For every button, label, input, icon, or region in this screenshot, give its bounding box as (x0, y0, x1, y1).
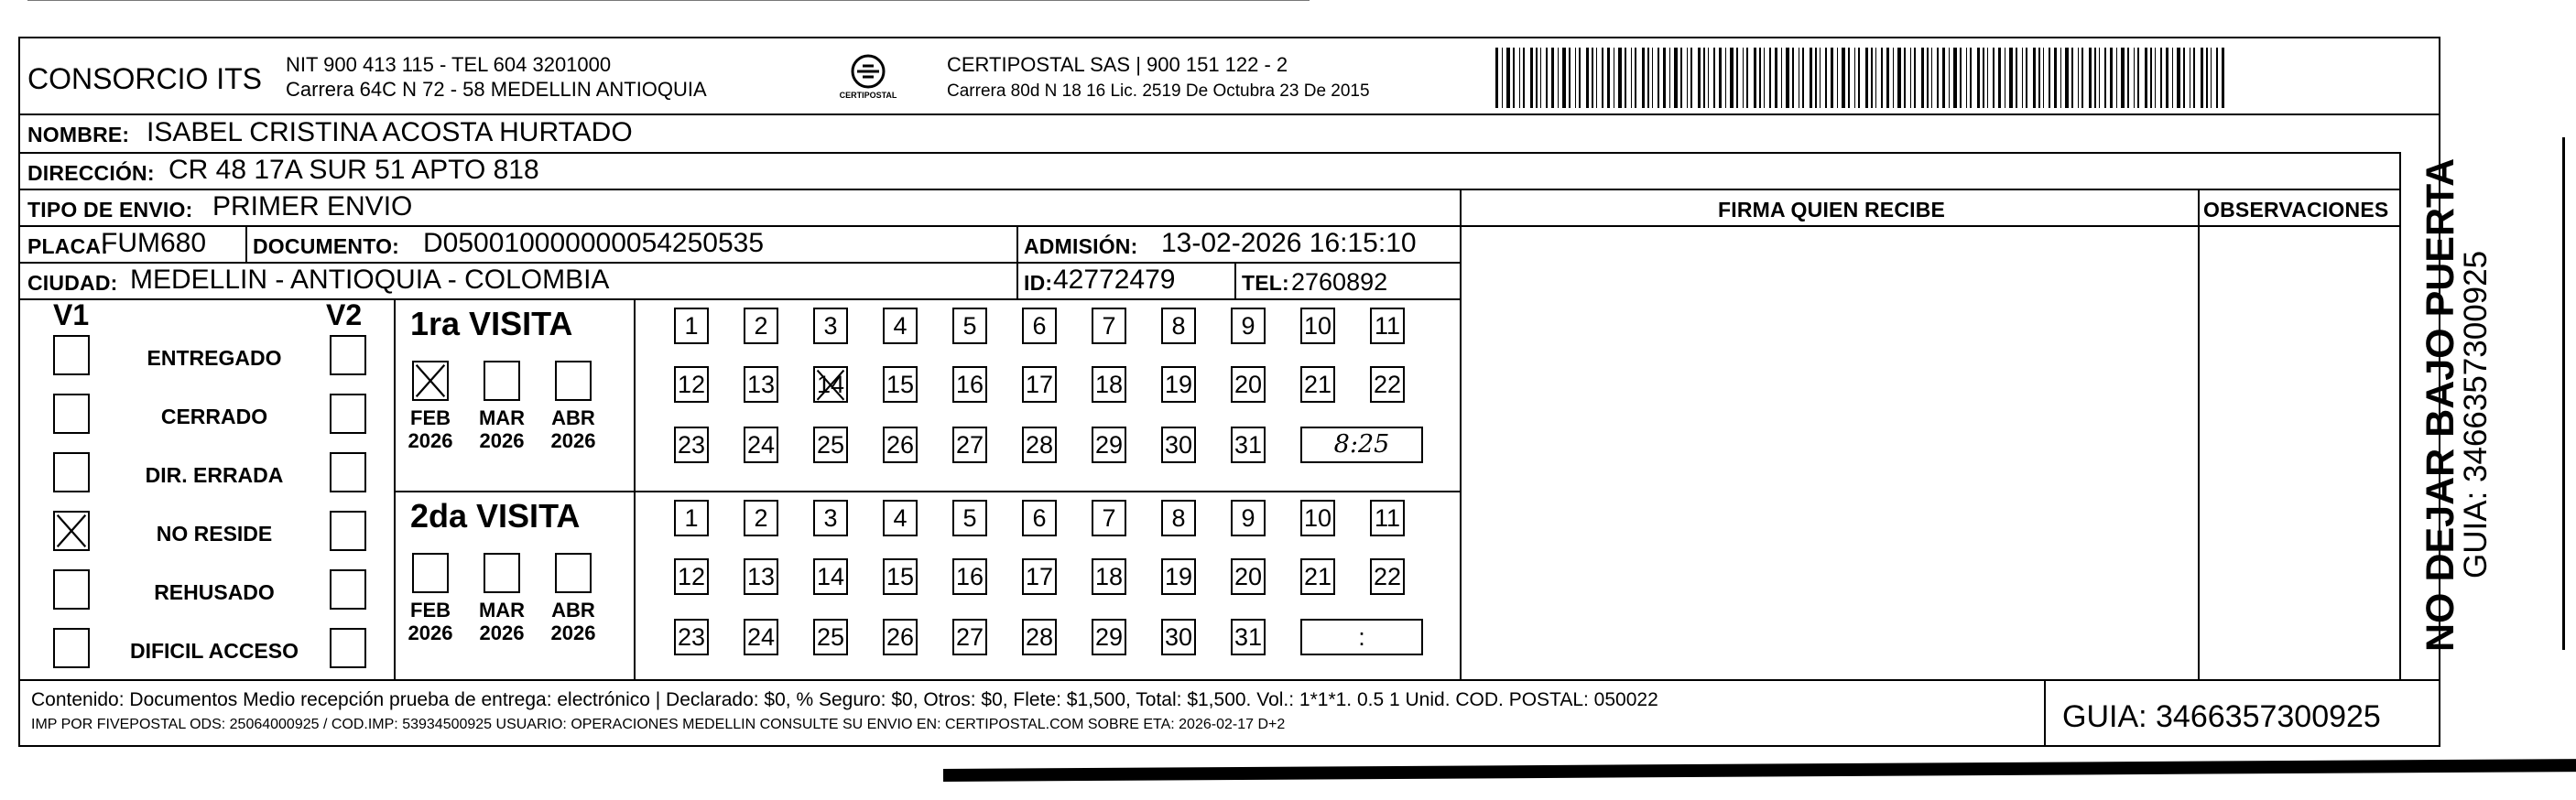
day-box[interactable]: 6 (1022, 308, 1057, 344)
nombre-value: ISABEL CRISTINA ACOSTA HURTADO (147, 117, 633, 147)
day-box[interactable]: 2 (744, 500, 778, 536)
v2-checkbox[interactable] (330, 394, 366, 434)
barcode-bar (1754, 48, 1756, 108)
nombre-label: NOMBRE: (27, 123, 130, 146)
barcode-bar (2127, 48, 2129, 108)
day-box[interactable]: 21 (1300, 558, 1335, 595)
day-box[interactable]: 30 (1161, 619, 1196, 655)
day-box[interactable]: 18 (1092, 558, 1126, 595)
barcode-bar (1602, 48, 1603, 108)
visit2-title: 2da VISITA (410, 497, 581, 535)
scan-edge-top (27, 0, 1310, 1)
status-label: ENTREGADO (147, 346, 282, 370)
direccion-value: CR 48 17A SUR 51 APTO 818 (168, 155, 539, 185)
barcode-bar (2134, 48, 2135, 108)
barcode-bar (1540, 48, 1541, 108)
day-box[interactable]: 13 (744, 366, 778, 403)
barcode-bar (1769, 48, 1771, 108)
month-year: 2026 (408, 429, 453, 453)
barcode-bar (1937, 48, 1939, 108)
cross-mark (815, 368, 846, 401)
day-box[interactable]: 28 (1022, 427, 1057, 463)
day-box[interactable]: 20 (1231, 366, 1266, 403)
day-box[interactable]: 17 (1022, 366, 1057, 403)
tel-label: TEL: (1242, 271, 1289, 295)
barcode-bar (1953, 48, 1957, 108)
month-name: FEB (410, 406, 451, 429)
barcode-bar (1858, 48, 1860, 108)
month-checkbox[interactable] (484, 553, 520, 593)
footer-imp: IMP POR FIVEPOSTAL ODS: 25064000925 / COD.IMP: 53934500925 USUARIO: OPERACIONES MEDELLIN CONSULTE SU ENVIO EN: CERTIPOSTAL.COM SOBRE ETA: 2026-02-17 D+2 (31, 717, 1286, 732)
barcode-bar (2033, 48, 2036, 108)
placa-label: PLACA: (27, 234, 109, 258)
day-box[interactable]: 19 (1161, 558, 1196, 595)
day-box[interactable]: 3 (813, 500, 848, 536)
day-box[interactable]: 14 (813, 366, 848, 403)
day-box[interactable]: 11 (1370, 308, 1405, 344)
barcode-bar (1725, 48, 1726, 108)
rule (18, 152, 2399, 154)
barcode-bar (2155, 48, 2156, 108)
barcode-bar (1970, 48, 1972, 108)
status-label: REHUSADO (154, 580, 275, 604)
placa-value: FUM680 (101, 228, 207, 258)
barcode-bar (1596, 48, 1597, 108)
admision-value: 13-02-2026 16:15:10 (1161, 228, 1417, 258)
barcode-bar (1546, 48, 1548, 108)
status-label: DIFICIL ACCESO (129, 639, 299, 663)
barcode-bar (1881, 48, 1883, 108)
barcode-bar (1987, 48, 1988, 108)
day-box[interactable]: 8 (1161, 500, 1196, 536)
day-box[interactable]: 22 (1370, 366, 1405, 403)
barcode-bar (1523, 48, 1525, 108)
barcode-bar (2009, 48, 2013, 108)
month-year: 2026 (550, 429, 596, 453)
barcode-bar (1886, 48, 1889, 108)
barcode-bar (1927, 48, 1929, 108)
ciudad-label: CIUDAD: (27, 271, 118, 295)
day-box[interactable]: 6 (1022, 500, 1057, 536)
day-box[interactable]: 1 (674, 500, 709, 536)
day-box[interactable]: 8 (1161, 308, 1196, 344)
day-box[interactable]: 23 (674, 619, 709, 655)
day-box[interactable]: 7 (1092, 308, 1126, 344)
barcode-bar (1865, 48, 1868, 108)
barcode-bar (1921, 48, 1924, 108)
certipostal-logo (831, 51, 905, 103)
day-box[interactable]: 26 (883, 427, 918, 463)
barcode-bar (2026, 48, 2027, 108)
barcode-bar (1914, 48, 1916, 108)
day-box[interactable]: 29 (1092, 427, 1126, 463)
month-name: MAR (478, 406, 526, 429)
day-box[interactable]: 15 (883, 366, 918, 403)
rule (2198, 189, 2200, 679)
visit1-title: 1ra VISITA (410, 305, 573, 342)
day-box[interactable]: 12 (674, 558, 709, 595)
barcode-bar (2071, 48, 2073, 108)
v2-label: V2 (326, 298, 363, 331)
barcode-bar (1983, 48, 1984, 108)
barcode-bar (2206, 48, 2208, 108)
day-box[interactable]: 5 (952, 308, 987, 344)
day-box[interactable]: 1 (674, 308, 709, 344)
barcode-bar (2099, 48, 2100, 108)
rule (1460, 225, 2399, 227)
barcode-bar (2177, 48, 2180, 108)
day-box[interactable]: 21 (1300, 366, 1335, 403)
barcode-bar (2038, 48, 2040, 108)
day-box[interactable]: 27 (952, 619, 987, 655)
barcode-bar (2145, 48, 2147, 108)
month-checkbox[interactable] (412, 361, 449, 401)
rule (2399, 152, 2401, 679)
month-name: FEB (410, 599, 451, 622)
month-year: 2026 (550, 622, 596, 645)
barcode-bar (1820, 48, 1821, 108)
day-box[interactable]: 19 (1161, 366, 1196, 403)
barcode-bar (1825, 48, 1827, 108)
month-label (546, 599, 601, 645)
month-label (546, 406, 601, 453)
barcode-bar (1680, 48, 1682, 108)
rule (18, 114, 2440, 115)
barcode-bar (2166, 48, 2168, 108)
barcode-bar (1949, 48, 1950, 108)
rule (18, 189, 2399, 190)
barcode-bar (1631, 48, 1632, 108)
month-year: 2026 (479, 429, 525, 453)
day-box[interactable]: 17 (1022, 558, 1057, 595)
v2-checkbox[interactable] (330, 628, 366, 668)
barcode-bar (2160, 48, 2162, 108)
month-label (474, 599, 529, 645)
v1-checkbox[interactable] (53, 335, 90, 375)
rule (18, 262, 1460, 264)
barcode-bar (1618, 48, 1622, 108)
day-box[interactable]: 24 (744, 427, 778, 463)
barcode-bar (2043, 48, 2044, 108)
barcode-bar (1871, 48, 1873, 108)
day-box[interactable]: 5 (952, 500, 987, 536)
day-box[interactable]: 18 (1092, 366, 1126, 403)
v1-checkbox[interactable] (53, 452, 90, 492)
barcode-bar (2222, 48, 2224, 108)
barcode-bar (1942, 48, 1945, 108)
day-box[interactable]: 20 (1231, 558, 1266, 595)
barcode-bar (2150, 48, 2152, 108)
barcode-bar (1810, 48, 1812, 108)
day-box[interactable]: 31 (1231, 619, 1266, 655)
barcode-bar (1746, 48, 1748, 108)
barcode-bar (1897, 48, 1901, 108)
v2-checkbox[interactable] (330, 511, 366, 551)
barcode-bar (2078, 48, 2079, 108)
month-checkbox[interactable] (412, 553, 449, 593)
day-box[interactable]: 2 (744, 308, 778, 344)
time-box[interactable]: : (1300, 619, 1423, 655)
barcode (1495, 48, 2228, 108)
rule (1234, 262, 1236, 298)
barcode-bar (1562, 48, 1566, 108)
barcode-bar (1837, 48, 1838, 108)
barcode-bar (2094, 48, 2096, 108)
barcode-bar (2104, 48, 2106, 108)
barcode-bar (1802, 48, 1804, 108)
company-nit: NIT 900 413 115 - TEL 604 3201000 (286, 53, 612, 76)
company-name: CONSORCIO ITS (27, 62, 263, 95)
month-name: ABR (551, 599, 595, 622)
barcode-bar (1713, 48, 1715, 108)
month-name: ABR (551, 406, 595, 429)
day-box[interactable]: 10 (1300, 500, 1335, 536)
barcode-bar (2201, 48, 2203, 108)
barcode-bar (1652, 48, 1653, 108)
scan-edge-right (2562, 137, 2565, 650)
barcode-bar (1966, 48, 1967, 108)
barcode-bar (1642, 48, 1645, 108)
barcode-bar (2016, 48, 2017, 108)
day-box[interactable]: 10 (1300, 308, 1335, 344)
rule (394, 491, 1460, 492)
day-box[interactable]: 4 (883, 500, 918, 536)
barcode-bar (1625, 48, 1626, 108)
barcode-bar (2216, 48, 2218, 108)
day-box[interactable]: 16 (952, 558, 987, 595)
barcode-bar (2193, 48, 2195, 108)
status-label: CERRADO (160, 405, 268, 428)
barcode-bar (1993, 48, 1994, 108)
carrier-license: Carrera 80d N 18 16 Lic. 2519 De Octubra 23 De 2015 (947, 81, 1370, 101)
day-box[interactable]: 7 (1092, 500, 1126, 536)
day-box[interactable]: 26 (883, 619, 918, 655)
barcode-bar (1786, 48, 1789, 108)
barcode-bar (1502, 48, 1503, 108)
month-year: 2026 (408, 622, 453, 645)
barcode-bar (1530, 48, 1533, 108)
barcode-bar (1687, 48, 1688, 108)
barcode-bar (2110, 48, 2113, 108)
rule (1460, 189, 1462, 679)
barcode-bar (1506, 48, 1510, 108)
barcode-bar (1575, 48, 1576, 108)
day-box[interactable]: 3 (813, 308, 848, 344)
admision-label: ADMISIÓN: (1024, 234, 1138, 258)
direccion-label: DIRECCIÓN: (27, 161, 155, 185)
barcode-bar (2049, 48, 2050, 108)
day-box[interactable]: 27 (952, 427, 987, 463)
barcode-bar (1792, 48, 1794, 108)
carrier-name: CERTIPOSTAL SAS | 900 151 122 - 2 (947, 53, 1288, 76)
barcode-bar (1960, 48, 1962, 108)
barcode-bar (1977, 48, 1980, 108)
barcode-bar (1669, 48, 1670, 108)
tipo-label: TIPO DE ENVIO: (27, 198, 193, 222)
barcode-bar (1730, 48, 1734, 108)
v2-checkbox[interactable] (330, 335, 366, 375)
barcode-bar (1698, 48, 1701, 108)
side-guia: GUIA: 3466357300925 (2458, 250, 2494, 578)
barcode-bar (1743, 48, 1744, 108)
barcode-bar (1848, 48, 1850, 108)
footer-guia: GUIA: 3466357300925 (2062, 699, 2381, 734)
day-box[interactable]: 11 (1370, 500, 1405, 536)
barcode-bar (1690, 48, 1692, 108)
barcode-bar (2183, 48, 2185, 108)
day-box[interactable]: 24 (744, 619, 778, 655)
status-label: DIR. ERRADA (145, 463, 284, 487)
v1-checkbox[interactable] (53, 394, 90, 434)
day-box[interactable]: 28 (1022, 619, 1057, 655)
barcode-bar (1495, 48, 1498, 108)
barcode-bar (2116, 48, 2117, 108)
day-box[interactable]: 30 (1161, 427, 1196, 463)
barcode-bar (1519, 48, 1520, 108)
v2-checkbox[interactable] (330, 569, 366, 610)
barcode-bar (1764, 48, 1765, 108)
rule (18, 679, 2440, 681)
barcode-bar (2089, 48, 2092, 108)
logo-text: CERTIPOSTAL (839, 91, 897, 100)
barcode-bar (1910, 48, 1911, 108)
month-checkbox[interactable] (484, 361, 520, 401)
barcode-bar (1931, 48, 1932, 108)
day-box[interactable]: 31 (1231, 427, 1266, 463)
documento-label: DOCUMENTO: (253, 234, 400, 258)
month-label (403, 406, 458, 453)
month-label (474, 406, 529, 453)
status-label: NO RESIDE (156, 522, 273, 546)
firma-header: FIRMA QUIEN RECIBE (1718, 198, 1946, 222)
rule (634, 298, 636, 679)
barcode-bar (1775, 48, 1777, 108)
barcode-bar (1658, 48, 1659, 108)
barcode-bar (1647, 48, 1649, 108)
barcode-bar (1536, 48, 1538, 108)
month-checkbox[interactable] (555, 361, 592, 401)
id-value: 42772479 (1053, 265, 1176, 295)
barcode-bar (1831, 48, 1833, 108)
barcode-bar (1674, 48, 1678, 108)
company-address: Carrera 64C N 72 - 58 MEDELLIN ANTIOQUIA (286, 78, 707, 101)
barcode-bar (1854, 48, 1855, 108)
barcode-bar (2065, 48, 2069, 108)
footer-contenido: Contenido: Documentos Medio recepción prueba de entrega: electrónico | Declarado: $0, % Seguro: $0, Otros: $0, Flete: $1,500, Total: $1,500. Vol.: 1*1*1. 0.5 1 Unid. COD. POSTAL: 050022 (31, 689, 1658, 710)
barcode-bar (1998, 48, 2001, 108)
day-box[interactable]: 29 (1092, 619, 1126, 655)
barcode-bar (1586, 48, 1589, 108)
barcode-bar (2121, 48, 2125, 108)
barcode-bar (2060, 48, 2061, 108)
barcode-bar (2022, 48, 2023, 108)
tel-value: 2760892 (1291, 268, 1388, 296)
rule (245, 225, 247, 262)
day-box[interactable]: 25 (813, 619, 848, 655)
barcode-bar (2137, 48, 2139, 108)
day-box[interactable]: 15 (883, 558, 918, 595)
day-box[interactable]: 23 (674, 427, 709, 463)
barcode-bar (1719, 48, 1722, 108)
ciudad-value: MEDELLIN - ANTIOQUIA - COLOMBIA (130, 265, 610, 295)
month-name: MAR (478, 599, 526, 622)
barcode-bar (1875, 48, 1876, 108)
day-box[interactable]: 12 (674, 366, 709, 403)
barcode-bar (1904, 48, 1906, 108)
barcode-bar (1635, 48, 1636, 108)
barcode-bar (1592, 48, 1593, 108)
barcode-bar (2081, 48, 2083, 108)
rule (394, 298, 396, 679)
barcode-bar (1842, 48, 1845, 108)
observaciones-header: OBSERVACIONES (2203, 198, 2389, 222)
barcode-bar (2172, 48, 2173, 108)
barcode-bar (1781, 48, 1782, 108)
barcode-bar (1893, 48, 1894, 108)
v1-checkbox[interactable] (53, 569, 90, 610)
barcode-bar (1513, 48, 1515, 108)
v1-checkbox[interactable] (53, 511, 90, 551)
barcode-bar (2054, 48, 2057, 108)
month-checkbox[interactable] (555, 553, 592, 593)
barcode-bar (1759, 48, 1761, 108)
barcode-bar (1579, 48, 1581, 108)
rule (18, 298, 1460, 300)
month-year: 2026 (479, 622, 525, 645)
barcode-bar (1607, 48, 1610, 108)
side-warning: NO DEJAR BAJO PUERTA (2418, 157, 2462, 652)
barcode-bar (1736, 48, 1738, 108)
day-box[interactable]: 14 (813, 558, 848, 595)
barcode-bar (1569, 48, 1571, 108)
barcode-bar (1663, 48, 1666, 108)
day-box[interactable]: 13 (744, 558, 778, 595)
v1-label: V1 (53, 298, 90, 331)
id-label: ID: (1024, 271, 1053, 295)
day-box[interactable]: 22 (1370, 558, 1405, 595)
barcode-bar (1708, 48, 1709, 108)
barcode-bar (2211, 48, 2212, 108)
time-box[interactable]: 8:25 (1300, 427, 1423, 463)
barcode-bar (1558, 48, 1559, 108)
month-label (403, 599, 458, 645)
v1-checkbox[interactable] (53, 628, 90, 668)
barcode-bar (1815, 48, 1817, 108)
tipo-value: PRIMER ENVIO (212, 191, 413, 222)
day-box[interactable]: 4 (883, 308, 918, 344)
rule (2044, 679, 2046, 747)
scan-edge-bottom (943, 759, 2576, 782)
v2-checkbox[interactable] (330, 452, 366, 492)
documento-value: D050010000000054250535 (423, 228, 765, 258)
day-box[interactable]: 9 (1231, 308, 1266, 344)
day-box[interactable]: 9 (1231, 500, 1266, 536)
barcode-bar (1551, 48, 1554, 108)
barcode-bar (1703, 48, 1705, 108)
day-box[interactable]: 16 (952, 366, 987, 403)
day-box[interactable]: 25 (813, 427, 848, 463)
